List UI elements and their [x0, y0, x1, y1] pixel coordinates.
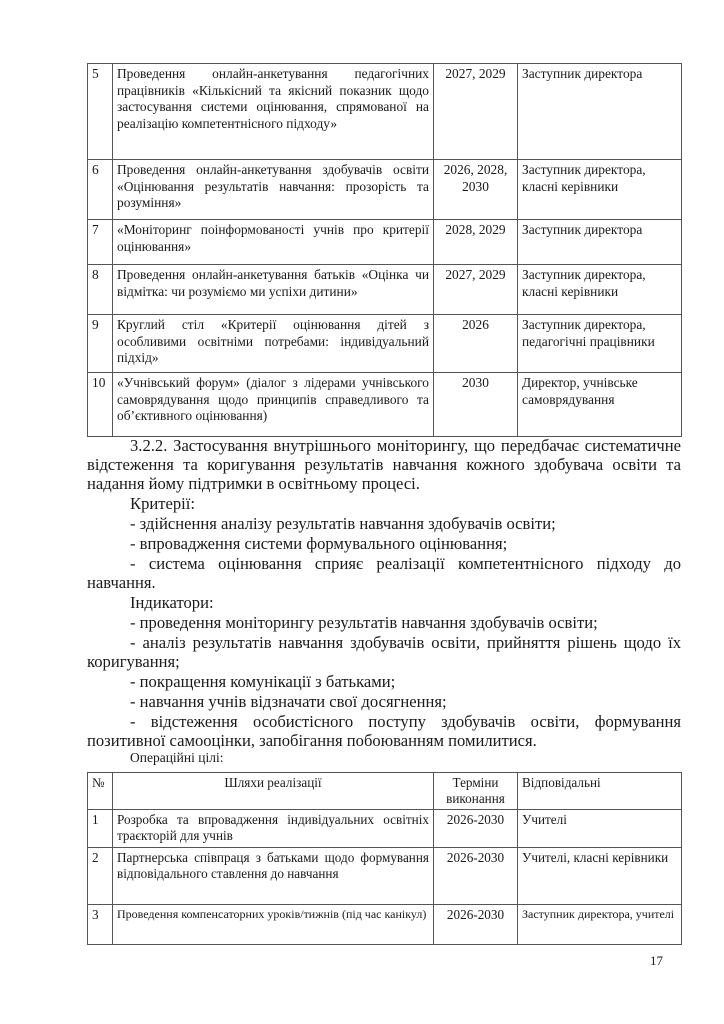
row-number: 10: [88, 373, 113, 437]
row-description: Проведення онлайн-анкетування здобувачів освіти «Оцінювання результатів навчання: прозорість та розуміння»: [113, 160, 434, 220]
row-term: 2026-2030: [434, 810, 518, 848]
table-row: [88, 848, 682, 905]
row-term: 2026: [434, 315, 518, 373]
indicator-item: - покращення комунікації з батьками;: [130, 672, 396, 691]
criteria-item: - здійснення аналізу результатів навчання здобувачів освіти;: [130, 514, 556, 533]
operational-goals-label: Операційні цілі:: [130, 750, 224, 765]
row-responsible: Заступник директора, учителі: [518, 905, 682, 945]
table-row: [88, 160, 682, 220]
row-number: 7: [88, 220, 113, 265]
row-description: Проведення онлайн-анкетування батьків «Оцінка чи відмітка: чи розуміємо ми успіхи дитини»: [113, 265, 434, 315]
row-number: 1: [88, 810, 113, 848]
indicator-item: - проведення моніторингу результатів навчання здобувачів освіти;: [130, 613, 598, 632]
row-number: 8: [88, 265, 113, 315]
row-term: 2026-2030: [434, 905, 518, 945]
table-row: [88, 373, 682, 437]
table-row: [88, 315, 682, 373]
row-number: 2: [88, 848, 113, 905]
row-description: Партнерська співпраця з батьками щодо формування відповідального ставлення до навчання: [113, 848, 434, 905]
row-number: 6: [88, 160, 113, 220]
indicator-item: - відстеження особистісного поступу здобувачів освіти, формування позитивної самооцінки, запобігання побоюванням помилитися.: [87, 712, 681, 751]
table-row: [88, 810, 682, 848]
table-row: [88, 64, 682, 160]
operational-goals-table: [87, 772, 682, 945]
indicators-label: Індикатори:: [130, 593, 214, 612]
row-responsible: Заступник директора: [518, 220, 682, 265]
table-header-row: [88, 773, 682, 810]
row-term: 2026, 2028, 2030: [434, 160, 518, 220]
row-description: «Моніторинг поінформованості учнів про критерії оцінювання»: [113, 220, 434, 265]
row-responsible: Заступник директора, класні керівники: [518, 265, 682, 315]
row-description: Проведення онлайн-анкетування педагогічних працівників «Кількісний та якісний показник щодо застосування системи оцінювання, спрямованої на реалізацію компетентнісного підходу»: [113, 64, 434, 160]
row-number: 3: [88, 905, 113, 945]
section-heading: 3.2.2. Застосування внутрішнього моніторингу, що передбачає систематичне відстеження та коригування результатів навчання кожного здобувача освіти та надання йому підтримки в освітньому процесі.: [87, 436, 681, 494]
row-description: Проведення компенсаторних уроків/тижнів (під час канікул): [113, 905, 434, 945]
row-term: 2026-2030: [434, 848, 518, 905]
row-term: 2027, 2029: [434, 64, 518, 160]
row-responsible: Заступник директора, педагогічні працівники: [518, 315, 682, 373]
criteria-item: - впровадження системи формувального оцінювання;: [130, 534, 508, 553]
row-responsible: Заступник директора: [518, 64, 682, 160]
indicator-item: - аналіз результатів навчання здобувачів освіти, прийняття рішень щодо їх коригування;: [87, 633, 681, 672]
row-responsible: Заступник директора, класні керівники: [518, 160, 682, 220]
row-description: Круглий стіл «Критерії оцінювання дітей з особливими освітніми потребами: індивідуальний підхід»: [113, 315, 434, 373]
header-term: Терміни виконання: [434, 773, 518, 810]
row-description: Розробка та впровадження індивідуальних освітніх траєкторій для учнів: [113, 810, 434, 848]
criteria-item: - система оцінювання сприяє реалізації компетентнісного підходу до навчання.: [87, 554, 681, 593]
row-responsible: Директор, учнівське самоврядування: [518, 373, 682, 437]
row-number: 9: [88, 315, 113, 373]
row-term: 2027, 2029: [434, 265, 518, 315]
table-row: [88, 220, 682, 265]
header-responsible: Відповідальні: [518, 773, 682, 810]
criteria-label: Критерії:: [130, 494, 195, 513]
row-term: 2028, 2029: [434, 220, 518, 265]
row-description: «Учнівський форум» (діалог з лідерами учнівського самоврядування щодо принципів справедливого та об’єктивного оцінювання): [113, 373, 434, 437]
row-number: 5: [88, 64, 113, 160]
indicator-item: - навчання учнів відзначати свої досягнення;: [130, 692, 447, 711]
row-responsible: Учителі, класні керівники: [518, 848, 682, 905]
row-responsible: Учителі: [518, 810, 682, 848]
row-term: 2030: [434, 373, 518, 437]
header-description: Шляхи реалізації: [113, 773, 434, 810]
table-row: [88, 265, 682, 315]
header-number: №: [88, 773, 113, 810]
table-row: [88, 905, 682, 945]
page-number: 17: [650, 953, 663, 968]
activities-table: [87, 63, 682, 437]
